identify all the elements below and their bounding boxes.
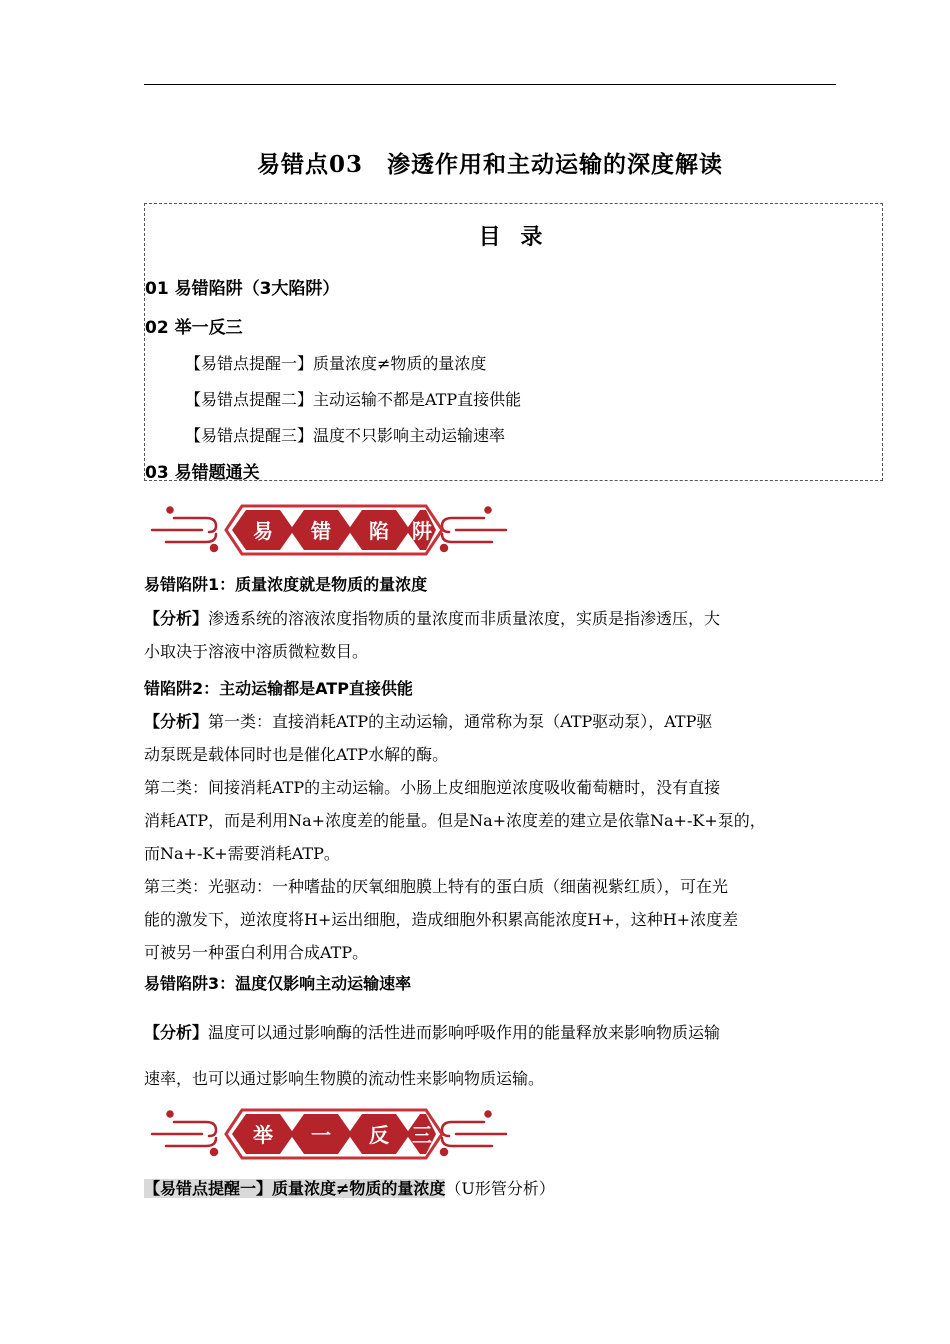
toc-sub-reminder-2[interactable]: 【易错点提醒二】主动运输不都是ATP直接供能 [185, 390, 522, 409]
analysis-text: 速率，也可以通过影响生物膜的流动性来影响物质运输。 [144, 1069, 545, 1088]
banner-char-1: 举 [253, 1123, 273, 1147]
left-swirl-ornament [152, 508, 217, 552]
trap-3-heading: 易错陷阱3：温度仅影响主动运输速率 [144, 974, 412, 993]
toc-sub-reminder-3[interactable]: 【易错点提醒三】温度不只影响主动运输速率 [185, 426, 506, 445]
section-banner-traps [144, 496, 514, 564]
trap-1-heading: 易错陷阱1：质量浓度就是物质的量浓度 [144, 575, 428, 594]
reminder-suffix: （U形管分析） [445, 1179, 555, 1198]
analysis-text: 第三类：光驱动：一种嗜盐的厌氧细胞膜上特有的蛋白质（细菌视紫红质），可在光 [144, 877, 729, 896]
toc-sub-reminder-1[interactable]: 【易错点提醒一】质量浓度≠物质的量浓度 [185, 354, 487, 373]
trap-2-heading: 错陷阱2：主动运输都是ATP直接供能 [144, 679, 413, 698]
header-rule [144, 84, 836, 85]
right-swirl-ornament [441, 1112, 506, 1156]
toc-item-traps[interactable]: 01 易错陷阱（3大陷阱） [145, 279, 340, 299]
analysis-text: 消耗ATP，而是利用Na+浓度差的能量。但是Na+浓度差的建立是依靠Na+-K+泵的， [144, 811, 766, 830]
analysis-label: 【分析】 [144, 712, 209, 731]
analysis-text: 第一类：直接消耗ATP的主动运输，通常称为泵（ATP驱动泵），ATP驱 [208, 712, 713, 731]
toc-item-exercises[interactable]: 03 易错题通关 [145, 463, 260, 483]
analysis-text: 可被另一种蛋白利用合成ATP。 [144, 943, 369, 962]
trap-3-analysis [144, 1010, 836, 1102]
banner-char-4: 阱 [412, 519, 432, 543]
reminder-label: 【易错点提醒一】质量浓度≠物质的量浓度 [144, 1179, 446, 1198]
right-swirl-ornament [441, 508, 506, 552]
banner-char-2: 错 [311, 519, 331, 543]
analysis-text: 第二类：间接消耗ATP的主动运输。小肠上皮细胞逆浓度吸收葡萄糖时，没有直接 [144, 778, 721, 797]
trap-2-analysis [144, 705, 836, 969]
toc-item-examples[interactable]: 02 举一反三 [145, 318, 243, 338]
toc-heading: 目 录 [478, 225, 549, 250]
banner-char-3: 反 [369, 1123, 389, 1147]
analysis-text: 温度可以通过影响酶的活性进而影响呼吸作用的能量释放来影响物质运输 [208, 1023, 721, 1042]
analysis-label: 【分析】 [144, 1023, 209, 1042]
reminder-1-heading [144, 1176, 555, 1199]
analysis-text: 能的激发下，逆浓度将H+运出细胞，造成细胞外积累高能浓度H+，这种H+浓度差 [144, 910, 739, 929]
left-swirl-ornament [152, 1112, 217, 1156]
analysis-text: 而Na+-K+需要消耗ATP。 [144, 844, 340, 863]
analysis-text: 动泵既是载体同时也是催化ATP水解的酶。 [144, 745, 449, 764]
analysis-text: 渗透系统的溶液浓度指物质的量浓度而非质量浓度，实质是指渗透压，大 [208, 609, 721, 628]
trap-1-analysis [144, 602, 836, 668]
banner-char-2: 一 [311, 1123, 331, 1147]
analysis-text: 小取决于溶液中溶质微粒数目。 [144, 642, 369, 661]
banner-char-1: 易 [253, 519, 273, 543]
analysis-label: 【分析】 [144, 609, 209, 628]
banner-char-4: 三 [412, 1123, 432, 1147]
section-banner-examples [144, 1100, 514, 1168]
banner-char-3: 陷 [369, 519, 389, 543]
page-title: 易错点03 渗透作用和主动运输的深度解读 [256, 151, 723, 178]
table-of-contents [144, 203, 883, 481]
